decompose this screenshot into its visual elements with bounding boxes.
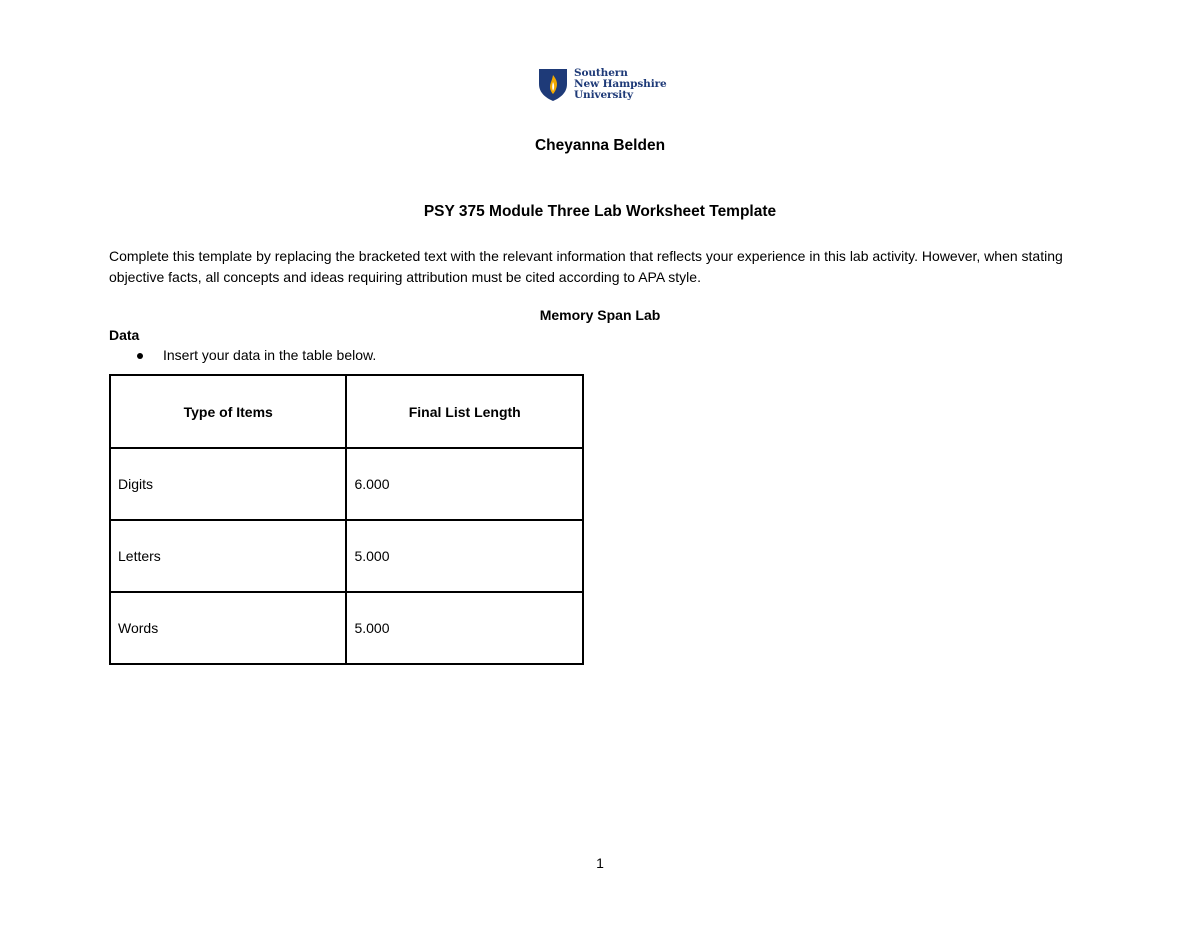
table-header-cell: Final List Length: [346, 375, 583, 448]
logo-line-1: Southern: [574, 67, 628, 79]
author-name: Cheyanna Belden: [534, 137, 666, 154]
page-number: 1: [596, 855, 604, 871]
university-logo: [538, 68, 668, 106]
table-cell-length: 6.000: [346, 448, 583, 520]
logo-wordmark: [574, 68, 667, 101]
table-row: [110, 592, 583, 664]
table-cell-length: 5.000: [346, 592, 583, 664]
bullet-item: [137, 347, 376, 363]
table-row: [110, 448, 583, 520]
table-cell-type: Words: [110, 592, 346, 664]
data-heading: Data: [109, 327, 140, 343]
table-row: [110, 520, 583, 592]
document-title: PSY 375 Module Three Lab Worksheet Template: [423, 203, 777, 220]
instructions-paragraph: Complete this template by replacing the bracketed text with the relevant information that reflects your experience in this lab activity. However, when stating objective facts, all concepts and ideas requiring attribution must be cited according to APA style.: [109, 248, 1063, 285]
logo-line-3: University: [574, 89, 633, 101]
section-title: Memory Span Lab: [539, 307, 661, 323]
data-table: [109, 374, 584, 665]
bullet-icon: [137, 353, 143, 359]
table-header-row: [110, 375, 583, 448]
table-cell-type: Letters: [110, 520, 346, 592]
logo-line-2: New Hampshire: [574, 78, 667, 90]
table-cell-length: 5.000: [346, 520, 583, 592]
shield-flame-icon: [538, 68, 568, 102]
table-header-cell: Type of Items: [110, 375, 346, 448]
table-cell-type: Digits: [110, 448, 346, 520]
bullet-text: Insert your data in the table below.: [163, 347, 377, 363]
